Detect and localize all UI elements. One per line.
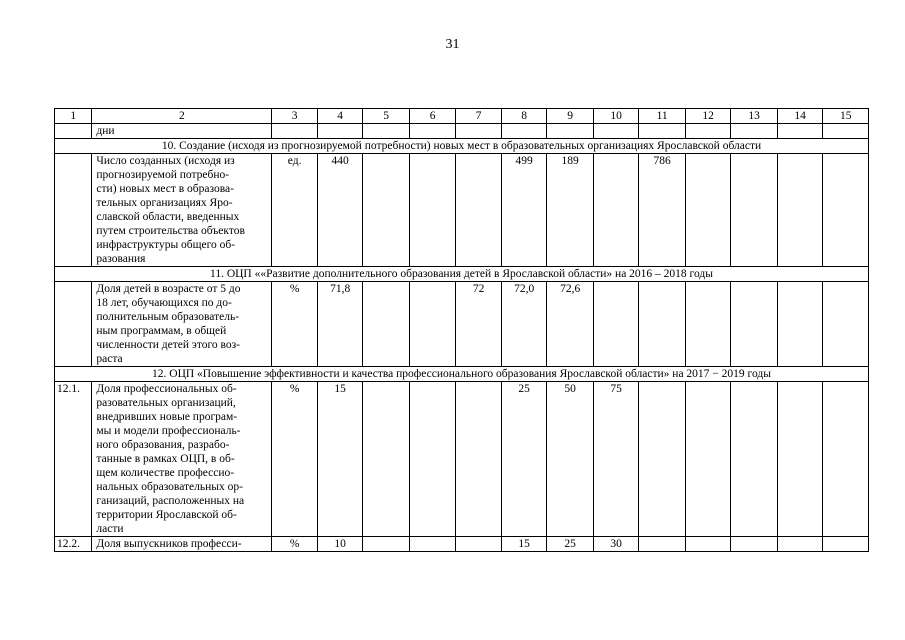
value-cell: 72,0 <box>501 282 547 367</box>
value-cell <box>685 282 731 367</box>
value-cell <box>456 124 502 139</box>
column-header: 1 <box>55 109 92 124</box>
value-cell <box>639 282 686 367</box>
column-header: 14 <box>777 109 823 124</box>
value-cell <box>639 537 686 552</box>
header-row <box>55 109 869 124</box>
value-cell <box>823 282 869 367</box>
table-row <box>55 537 869 552</box>
value-cell <box>593 282 639 367</box>
row-number <box>55 282 92 367</box>
value-cell: 786 <box>639 154 686 267</box>
row-number <box>55 124 92 139</box>
unit-cell: % <box>272 282 318 367</box>
indicator-name: Доля выпускников професси- <box>92 537 272 552</box>
value-cell <box>409 537 456 552</box>
section-row <box>55 139 869 154</box>
value-cell: 75 <box>593 382 639 537</box>
value-cell <box>685 124 731 139</box>
page-number: 31 <box>445 37 460 52</box>
value-cell: 189 <box>547 154 594 267</box>
value-cell: 72,6 <box>547 282 594 367</box>
table-row <box>55 382 869 537</box>
value-cell: 499 <box>501 154 547 267</box>
indicator-name: Доля профессиональных об- разовательных организаций, внедривших новые програм- мы и модели профессиональ- ного образования, разрабо- танные в рамках ОЦП, в об- щем количестве профессио- нальных образовательных ор- ганизаций, расположенных на территории Ярославской об- ласти <box>92 382 272 537</box>
value-cell: 25 <box>501 382 547 537</box>
value-cell <box>363 537 410 552</box>
indicator-name: Доля детей в возрасте от 5 до 18 лет, обучающихся по до- полнительным образователь- ным программам, в общей численности детей этого воз- раста <box>92 282 272 367</box>
section-row <box>55 367 869 382</box>
column-header: 2 <box>92 109 272 124</box>
section-title: 11. ОЦП ««Развитие дополнительного образования детей в Ярославской области» на 2016 – 2018 годы <box>55 267 869 282</box>
section-title: 12. ОЦП «Повышение эффективности и качества профессионального образования Ярославской области» на 2017 − 2019 годы <box>55 367 869 382</box>
table-row <box>55 154 869 267</box>
value-cell <box>409 282 456 367</box>
value-cell <box>685 154 731 267</box>
row-number <box>55 154 92 267</box>
column-header: 11 <box>639 109 686 124</box>
value-cell <box>823 154 869 267</box>
value-cell: 25 <box>547 537 594 552</box>
row-number: 12.2. <box>55 537 92 552</box>
value-cell: 440 <box>317 154 363 267</box>
column-header: 8 <box>501 109 547 124</box>
value-cell <box>409 382 456 537</box>
value-cell <box>456 537 502 552</box>
value-cell <box>409 154 456 267</box>
value-cell <box>777 124 823 139</box>
table-row <box>55 124 869 139</box>
value-cell <box>777 154 823 267</box>
value-cell <box>777 537 823 552</box>
value-cell: 50 <box>547 382 594 537</box>
column-header: 10 <box>593 109 639 124</box>
value-cell <box>593 154 639 267</box>
column-header: 3 <box>272 109 318 124</box>
column-header: 5 <box>363 109 410 124</box>
column-header: 12 <box>685 109 731 124</box>
value-cell <box>777 282 823 367</box>
value-cell <box>363 124 410 139</box>
value-cell <box>501 124 547 139</box>
value-cell <box>685 382 731 537</box>
value-cell <box>731 124 778 139</box>
value-cell <box>731 154 778 267</box>
value-cell: 10 <box>317 537 363 552</box>
unit-cell <box>272 124 318 139</box>
column-header: 4 <box>317 109 363 124</box>
value-cell <box>823 124 869 139</box>
column-header: 7 <box>456 109 502 124</box>
value-cell <box>823 537 869 552</box>
value-cell <box>731 382 778 537</box>
value-cell <box>777 382 823 537</box>
section-title: 10. Создание (исходя из прогнозируемой потребности) новых мест в образовательных организациях Ярославской области <box>55 139 869 154</box>
column-header: 6 <box>409 109 456 124</box>
value-cell <box>685 537 731 552</box>
column-header: 15 <box>823 109 869 124</box>
value-cell <box>823 382 869 537</box>
value-cell <box>456 382 502 537</box>
value-cell <box>409 124 456 139</box>
section-row <box>55 267 869 282</box>
value-cell: 15 <box>501 537 547 552</box>
indicator-name: Число созданных (исходя из прогнозируемой потребно- сти) новых мест в образова- тельных организациях Яро- славской области, введенных путем строительства объектов инфраструктуры общего об- разования <box>92 154 272 267</box>
indicators-table <box>54 108 869 552</box>
table-row <box>55 282 869 367</box>
indicator-name: дни <box>92 124 272 139</box>
unit-cell: % <box>272 537 318 552</box>
value-cell <box>731 282 778 367</box>
column-header: 9 <box>547 109 594 124</box>
value-cell <box>363 154 410 267</box>
value-cell: 15 <box>317 382 363 537</box>
value-cell <box>363 382 410 537</box>
column-header: 13 <box>731 109 778 124</box>
unit-cell: ед. <box>272 154 318 267</box>
unit-cell: % <box>272 382 318 537</box>
value-cell <box>363 282 410 367</box>
value-cell <box>547 124 594 139</box>
value-cell: 72 <box>456 282 502 367</box>
value-cell <box>317 124 363 139</box>
value-cell <box>639 124 686 139</box>
value-cell: 71,8 <box>317 282 363 367</box>
value-cell <box>456 154 502 267</box>
value-cell <box>593 124 639 139</box>
value-cell: 30 <box>593 537 639 552</box>
row-number: 12.1. <box>55 382 92 537</box>
value-cell <box>731 537 778 552</box>
value-cell <box>639 382 686 537</box>
